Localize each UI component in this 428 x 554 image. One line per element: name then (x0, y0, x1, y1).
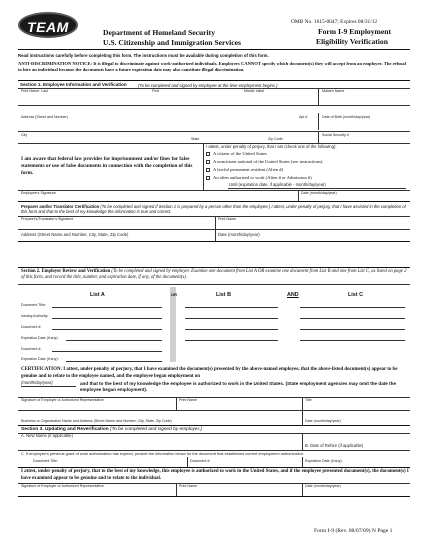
permanent-resident-option: A lawful permanent resident (Alien #) (213, 167, 284, 172)
section3-expiration-label: Expiration Date (if any): (305, 459, 343, 463)
section3-bottom (18, 496, 410, 497)
preparer-address-top (18, 229, 410, 230)
employer-date-label: Date (month/day/year) (305, 419, 341, 423)
list-b-number-field[interactable] (185, 329, 278, 330)
divider (176, 397, 177, 410)
section1-sig-top (18, 190, 410, 191)
list-c-authority-field[interactable] (300, 318, 405, 319)
begin-date-hint: (month/day/year) (21, 380, 53, 385)
section1-bottom (18, 201, 410, 202)
divider (302, 410, 303, 425)
section2-intro-bottom (18, 284, 410, 285)
anti-discrimination-notice: ANTI-DISCRIMINATION NOTICE: It is illegal to discriminate against work-authorized individuals. Employers CANNOT specify which document(s) they will accept from an employee. The refusal to hire an individual because the documents have a future expiration date may also constitute illegal discrimination. (18, 61, 407, 72)
list-a-authority-field[interactable] (52, 318, 162, 319)
list-a-number-2-field[interactable] (52, 351, 162, 352)
employer-certification: CERTIFICATION: I attest, under penalty of perjury, that I have examined the document(s) presented by the above-named employee, that the above-listed document(s) appear to be genuine and to relate to the employee named, and the employee began employment on (21, 367, 398, 379)
list-c-number-field[interactable] (300, 329, 405, 330)
divider (302, 433, 303, 450)
divider (302, 397, 303, 410)
dob-label: Date of Birth (month/day/year) (322, 115, 371, 119)
preparer-certification (21, 204, 411, 215)
divider (176, 483, 177, 496)
section3-header-rule (18, 433, 410, 434)
preparer-signature-label: Preparer's/Translator's Signature (21, 217, 74, 221)
list-b-expiration-field[interactable] (185, 340, 278, 341)
begin-date-field[interactable] (21, 386, 76, 387)
list-c-title-field[interactable] (300, 307, 405, 308)
certification-continued: and that to the best of my knowledge the employee is authorized to work in the United States. (State employment agencies may omit the date the employee began employment). (80, 381, 397, 392)
divider (302, 483, 303, 496)
list-c-label: List C (348, 292, 363, 298)
section1-header-rule (18, 88, 410, 89)
issuing-authority-label: Issuing Authority: (21, 314, 49, 318)
employer-signature-label: Signature of Employer or Authorized Representative (21, 398, 104, 402)
instructions-note: Read instructions carefully before completing this form. The instructions must be available during completion of this form. (18, 53, 269, 58)
business-row-top (18, 410, 410, 411)
section2-text: (To be completed and signed by employer. Examine one document from List A OR examine one document from List B and one from List C, as listed on page 2 of this form, and record the title, number, and expiration date, if any, of the document(s). (21, 269, 407, 281)
attest-statement: I attest, under penalty of perjury, that I am (check one of the following): (206, 144, 337, 149)
header-rule (18, 49, 410, 50)
list-b-label: List B (216, 292, 231, 298)
name-row-bottom (18, 105, 410, 106)
section3-header (21, 427, 202, 432)
attest-underline (228, 188, 406, 189)
document-number-2-label: Document #: (21, 347, 42, 351)
address-label: Address (Street and Number) (21, 115, 68, 119)
perjury-awareness: I am aware that federal law provides for imprisonment and/or fines for false statements or use of false documents in connection with the completion of this form. (21, 156, 193, 176)
until-expiration-label: Until (expiration date, if applicable - month/day/year) (229, 182, 326, 187)
employer-title-label: Title (305, 398, 312, 402)
divider (187, 457, 188, 467)
section3-note: (To be completed and signed by employer.) (110, 427, 202, 432)
list-header-shade (170, 287, 176, 362)
preparer-print-name-label: Print Name (218, 217, 236, 221)
ssn-label: Social Security # (322, 133, 349, 137)
preparer-text: (To be completed and signed if Section 1 is prepared by a person other than the employee.) I attest, under penalty of perjury, that I have assisted in the completion of this form and that to the best of my knowledge the information is true and correct. (21, 204, 406, 215)
section1-note: (To be completed and signed by employee at the time employment begins.) (138, 82, 278, 88)
employee-signature-label: Employee's Signature (21, 191, 56, 195)
and-label: AND (287, 292, 299, 298)
section3-document-number-label: Document #: (190, 459, 211, 463)
preparer-address-label: Address (Street Name and Number, City, State, Zip Code) (21, 232, 129, 237)
employee-date-label: Date (month/day/year) (301, 191, 337, 195)
list-a-label: List A (90, 292, 105, 298)
section2-intro (21, 269, 411, 282)
apt-label: Apt # (299, 115, 308, 119)
list-c-expiration-field[interactable] (300, 340, 405, 341)
or-label: OR (171, 292, 177, 297)
form-title: Form I-9 Employment (318, 27, 391, 36)
divider (302, 457, 303, 467)
section3-print-name-label: Print Name (179, 484, 197, 488)
divider (203, 143, 204, 190)
divider (318, 113, 319, 130)
alien-authorized-option: An alien authorized to work (Alien # or Admission #) (213, 175, 312, 180)
team-logo (18, 12, 78, 38)
section3-date-label: Date (month/day/year) (305, 484, 341, 488)
agency-name: U.S. Citizenship and Immigration Services (103, 38, 241, 47)
new-name-label: A. New Name (if applicable) (21, 433, 73, 438)
form-subtitle: Eligibility Verification (316, 37, 388, 46)
logo-text: TEAM (27, 19, 69, 35)
expiration-date-2-label: Expiration Date (if any): (21, 357, 59, 361)
maiden-name-label: Maiden Name (322, 89, 345, 93)
print-name-last-label: Print Name: Last (21, 89, 48, 93)
document-number-label: Document #: (21, 325, 42, 329)
rehire-date-label: B. Date of Rehire (if applicable) (305, 443, 364, 448)
city-label: City (21, 133, 28, 137)
section2-title: Section 2. Employer Review and Verification (21, 269, 111, 274)
preparer-bottom (18, 241, 410, 242)
list-b-title-field[interactable] (185, 307, 278, 308)
document-title-label: Document Title: (21, 303, 46, 307)
preparer-date-label: Date (month/day/year) (218, 232, 260, 237)
citizen-checkbox[interactable] (206, 152, 210, 156)
citizen-option: A citizen of the United States (213, 151, 267, 156)
divider (318, 131, 319, 143)
section3-title: Section 3. Updating and Reverification (21, 427, 109, 432)
list-a-expiration-field[interactable] (66, 340, 162, 341)
preparer-title: Preparer and/or Translator Certification (21, 204, 100, 209)
permanent-resident-checkbox[interactable] (206, 168, 210, 172)
state-label: State (191, 137, 200, 141)
divider (298, 190, 299, 201)
section2-bottom (18, 425, 410, 426)
preparer-sig-top (18, 216, 410, 217)
list-a-number-field[interactable] (52, 329, 162, 330)
alien-authorized-checkbox[interactable] (206, 176, 210, 180)
section1-rule (18, 80, 410, 81)
noncitizen-national-checkbox[interactable] (206, 160, 210, 164)
section1-title: Section 1. Employee Information and Verification (20, 82, 127, 87)
noncitizen-national-option: A noncitizen national of the United States (see instructions) (213, 159, 323, 164)
list-a-expiration-2-field[interactable] (66, 361, 162, 362)
zip-label: Zip Code (268, 137, 283, 141)
section3-signature-label: Signature of Employer or Authorized Representative (21, 484, 104, 488)
employer-print-name-label: Print Name (179, 398, 197, 402)
section3-row-c-bottom (18, 467, 410, 468)
form-footer-id: Form I-9 (Rev. 08/07/09) N Page 1 (314, 528, 393, 534)
list-a-title-field[interactable] (52, 307, 162, 308)
business-address-label: Business or Organization Name and Address (Street Name and Number, City, State, Zip Code) (21, 419, 172, 423)
section3-attestation: I attest, under penalty of perjury, that to the best of my knowledge, this employee is authorized to work in the United States, and if the employee presented document(s), the document(s) I have examined appear to be genuine and to relate to the individual. (21, 469, 409, 481)
address-row-bottom (18, 131, 410, 132)
middle-initial-label: Middle Initial (244, 89, 264, 93)
department-name: Department of Homeland Security (103, 28, 215, 37)
section2-top (18, 267, 410, 268)
expiration-date-label: Expiration Date (if any): (21, 336, 59, 340)
first-name-label: First (152, 89, 159, 93)
omb-number: OMB No. 1615-0047; Expires 08/31/12 (291, 19, 378, 25)
divider (318, 88, 319, 105)
reverification-instructions: C. If employee's previous grant of work authorization has expired, provide the information below for the document that establishes current employment authorization. (21, 451, 304, 456)
section3-document-title-label: Document Title: (33, 459, 58, 463)
list-b-authority-field[interactable] (185, 318, 278, 319)
